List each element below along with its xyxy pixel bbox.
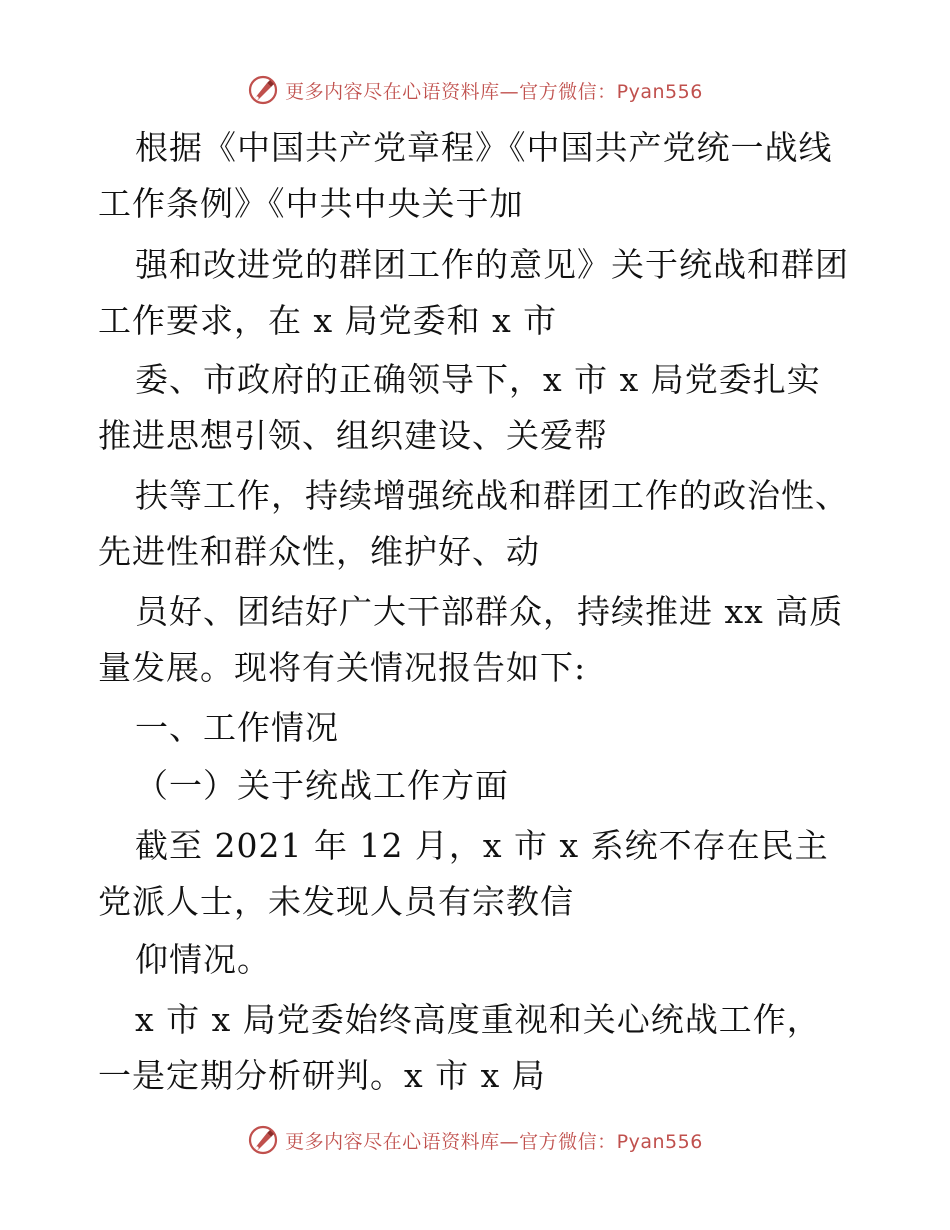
header-banner — [0, 70, 950, 110]
text-line: 量发展。现将有关情况报告如下: — [98, 648, 587, 687]
footer-banner-text: 更多内容尽在心语资料库—官方微信：Pyan556 — [285, 1130, 703, 1153]
text-line: 工作要求，在 x 局党委和 x 市 — [98, 301, 558, 340]
pen-logo-icon — [247, 74, 279, 106]
text-line: 员好、团结好广大干部群众，持续推进 xx 高质 — [135, 592, 844, 631]
subsection-heading: （一）关于统战工作方面 — [135, 766, 509, 805]
text-line: 先进性和群众性，维护好、动 — [98, 532, 540, 571]
text-line: 根据《中国共产党章程》《中国共产党统一战线 — [135, 128, 833, 167]
text-line: 仰情况。 — [135, 940, 271, 979]
text-line: 一是定期分析研判。x 市 x 局 — [98, 1056, 546, 1095]
text-line: 委、市政府的正确领导下，x 市 x 局党委扎实 — [135, 360, 821, 399]
text-line: 党派人士，未发现人员有宗教信 — [98, 882, 574, 921]
text-line: 推进思想引领、组织建设、关爱帮 — [98, 416, 608, 455]
text-line: 强和改进党的群团工作的意见》关于统战和群团 — [135, 245, 849, 284]
footer-banner — [0, 1120, 950, 1160]
section-heading: 一、工作情况 — [135, 708, 339, 747]
text-line: 扶等工作，持续增强统战和群团工作的政治性、 — [135, 476, 849, 515]
text-line: 工作条例》《中共中央关于加 — [98, 184, 524, 223]
text-line: x 市 x 局党委始终高度重视和关心统战工作， — [135, 1000, 821, 1039]
header-banner-text: 更多内容尽在心语资料库—官方微信：Pyan556 — [285, 80, 703, 103]
pen-logo-icon — [247, 1124, 279, 1156]
text-line: 截至 2021 年 12 月，x 市 x 系统不存在民主 — [135, 826, 829, 865]
